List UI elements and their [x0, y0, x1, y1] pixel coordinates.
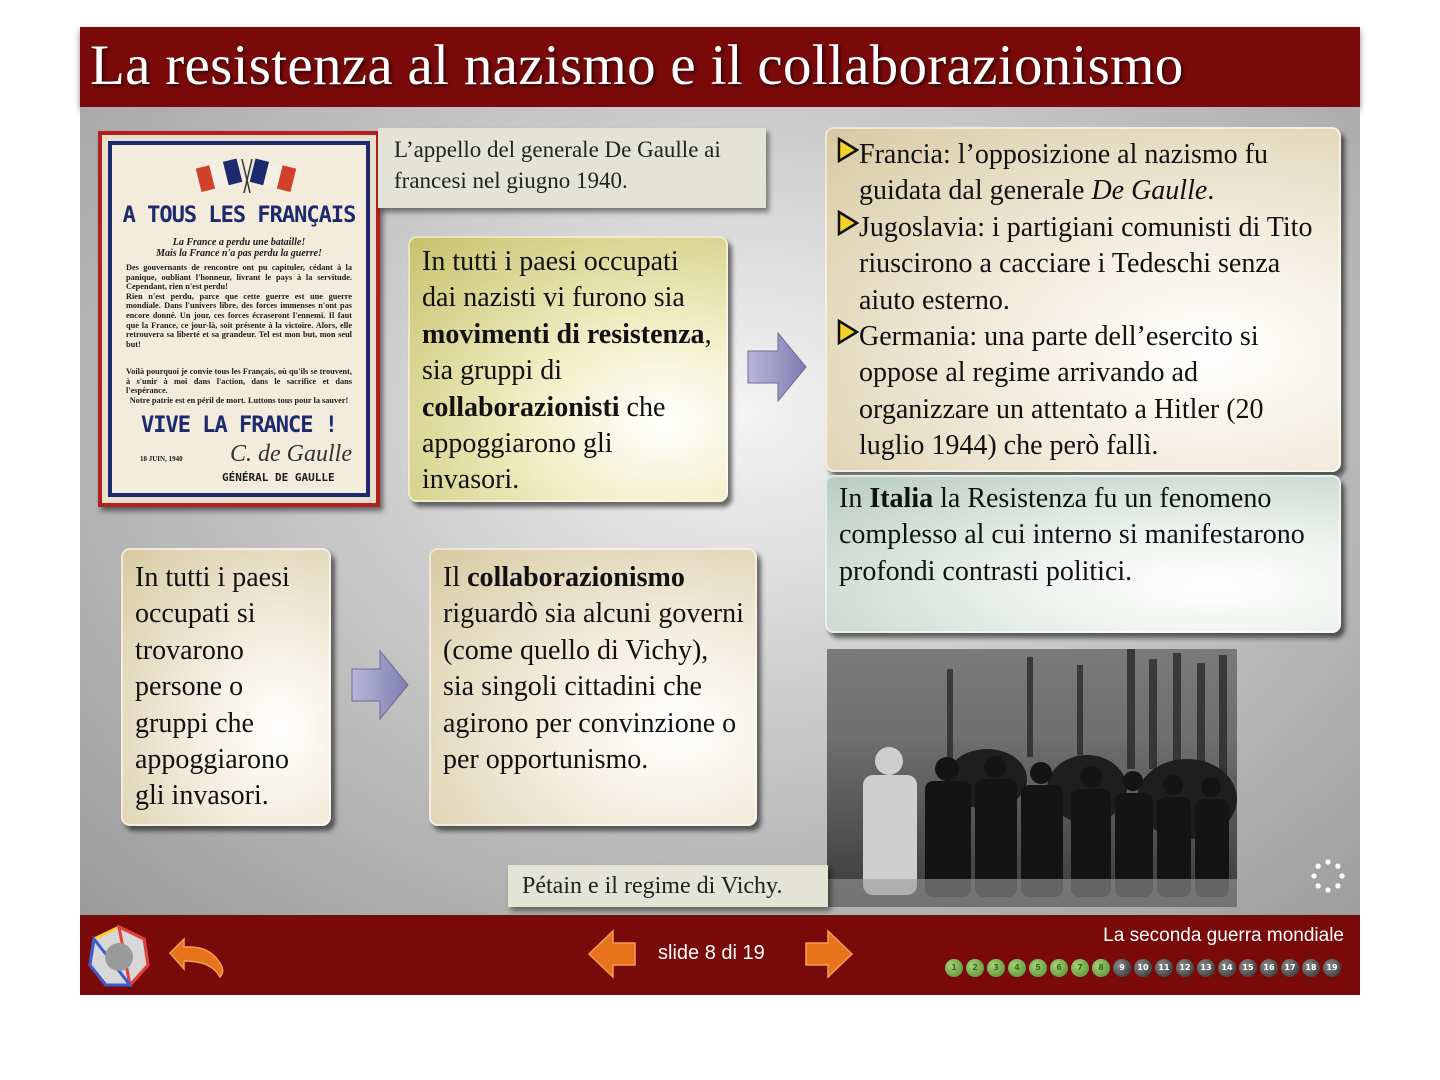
movements-bold-collab: collaborazionisti [422, 391, 620, 423]
country-item-germany [837, 319, 1329, 465]
country-item-germany-text: Germania: una parte dell’esercito si oppose al regime arrivando ad organizzare un attentato a Hitler (20 luglio 1944) che però fallì. [859, 321, 1264, 462]
poster-body-4: Notre patrie est en péril de mort. Luttons tous pour la sauver! [129, 395, 349, 405]
course-title: La seconda guerra mondiale [1103, 925, 1344, 946]
photo-caption-text: Pétain e il regime di Vichy. [522, 873, 783, 899]
slide-dot[interactable]: 19 [1323, 959, 1341, 977]
people-box [121, 548, 331, 826]
poster-body-2: Rien n'est perdu, parce que cette guerre est une guerre mondiale. Dans l'univers libre, des forces immenses n'ont pas encore donné. Un jour, ces forces écraseront l'ennemi. Il faut que la France, ce jour-là, soit présente à la victoire. Alors, elle retrouvera sa liberté et sa grandeur. Tel est mon but, mon seul but! [126, 291, 352, 349]
country-item-yugoslavia [837, 210, 1329, 319]
collab-bold: collaborazionismo [467, 562, 685, 593]
collab-text-2: riguardò sia alcuni governi (come quello di Vichy), sia singoli cittadini che agirono per convinzione o per opportunismo. [443, 598, 744, 776]
france-end: . [1207, 175, 1215, 207]
poster-subtitle-2: Mais la France n'a pas perdu la guerre! [156, 248, 322, 259]
france-text: Francia: l’opposizione al nazismo fu guidata dal generale [859, 139, 1268, 207]
country-item-yugoslavia-text: Jugoslavia: i partigiani comunisti di Tito riuscirono a cacciare i Tedeschi senza aiuto esterno. [859, 211, 1313, 316]
slide-dot[interactable]: 18 [1302, 959, 1320, 977]
collaboration-box [429, 548, 757, 826]
slide-dot[interactable]: 6 [1050, 959, 1068, 977]
poster-subtitle-1: La France a perdu une bataille! [172, 237, 306, 248]
poster-date: 18 JUIN, 1940 [140, 455, 183, 463]
loading-spinner-icon [1311, 859, 1345, 893]
countries-box [825, 127, 1341, 472]
slide-dot[interactable]: 5 [1029, 959, 1047, 977]
poster-signature: C. de Gaulle [230, 441, 352, 467]
slide-dot[interactable]: 3 [987, 959, 1005, 977]
poster-subtitle [112, 237, 366, 259]
slide-dot[interactable]: 15 [1239, 959, 1257, 977]
slide-dot[interactable]: 8 [1092, 959, 1110, 977]
next-slide-arrow-icon[interactable] [804, 929, 854, 979]
triangle-bullet-icon [837, 319, 859, 465]
poster-frame [108, 141, 370, 497]
poster-body-1: Des gouvernants de rencontre ont pu capituler, cédant à la panique, oubliant l'honneur, livrant le pays à la servitude. Cependant, rien n'est perdu! [126, 263, 352, 292]
slide-dot[interactable]: 9 [1113, 959, 1131, 977]
poster-caption [378, 128, 766, 208]
poster-body [126, 263, 352, 349]
flow-arrow-right-icon [744, 329, 810, 405]
previous-slide-arrow-icon[interactable] [587, 929, 637, 979]
slide-dot[interactable]: 1 [945, 959, 963, 977]
poster-vive: VIVE LA FRANCE ! [141, 413, 337, 438]
slide-counter: slide 8 di 19 [658, 942, 765, 964]
collab-text-1: Il [443, 562, 468, 593]
people-text: In tutti i paesi occupati si trovarono persone o gruppi che appoggiarono gli invasori. [135, 562, 290, 812]
slide-dot[interactable]: 10 [1134, 959, 1152, 977]
movements-bold-resistance: movimenti di resistenza [422, 318, 705, 350]
poster-body-3: Voilà pourquoi je convie tous les Français, où qu'ils se trouvent, à s'unir à moi dans l'action, dans le sacrifice et dans l'espérance. [126, 367, 352, 396]
poster-caption-text: L’appello del generale De Gaulle ai francesi nel giugno 1940. [394, 137, 721, 193]
italy-bold: Italia [869, 483, 934, 514]
slide-dot[interactable]: 2 [966, 959, 984, 977]
movements-text-3: che appoggiarono gli invasori. [422, 391, 666, 496]
undo-arrow-icon[interactable] [166, 933, 228, 979]
slide-dot[interactable]: 17 [1281, 959, 1299, 977]
italy-text-2: la Resistenza fu un fenomeno complesso al cui interno si manifestarono profondi contrasti politici. [839, 483, 1305, 587]
movements-text-2: , sia gruppi di [422, 318, 712, 387]
poster-title: A TOUS LES FRANÇAIS [122, 203, 356, 228]
poster-body-bottom [126, 367, 352, 405]
movements-box [408, 236, 728, 502]
footer-bar [80, 915, 1360, 995]
movements-text-1: In tutti i paesi occupati dai nazisti vi furono sia [422, 246, 685, 314]
italy-text-1: In [839, 483, 870, 514]
poster-general: GÉNÉRAL DE GAULLE [222, 471, 335, 484]
slide-dot[interactable]: 4 [1008, 959, 1026, 977]
triangle-bullet-icon [837, 210, 859, 319]
flow-arrow-right-icon [348, 647, 412, 723]
page-title: La resistenza al nazismo e il collaborazionismo [90, 34, 1184, 97]
slide [80, 27, 1360, 995]
slide-dot[interactable]: 16 [1260, 959, 1278, 977]
slide-dot[interactable]: 14 [1218, 959, 1236, 977]
france-italic: De Gaulle [1091, 175, 1208, 207]
italy-box [825, 475, 1341, 633]
de-gaulle-poster [98, 131, 380, 507]
header-bar [80, 27, 1360, 107]
photo-caption [508, 865, 828, 907]
triangle-bullet-icon [837, 137, 859, 210]
country-item-france-text [859, 137, 1329, 210]
slide-dot[interactable]: 11 [1155, 959, 1173, 977]
slide-dot[interactable]: 7 [1071, 959, 1089, 977]
country-item-france [837, 137, 1329, 210]
slide-content [80, 107, 1360, 915]
slide-dot[interactable]: 12 [1176, 959, 1194, 977]
slide-dot[interactable]: 13 [1197, 959, 1215, 977]
petain-vichy-photo [827, 649, 1237, 907]
french-flags-icon [192, 155, 302, 195]
home-logo-icon[interactable] [88, 925, 150, 987]
slide-index [945, 959, 1344, 977]
